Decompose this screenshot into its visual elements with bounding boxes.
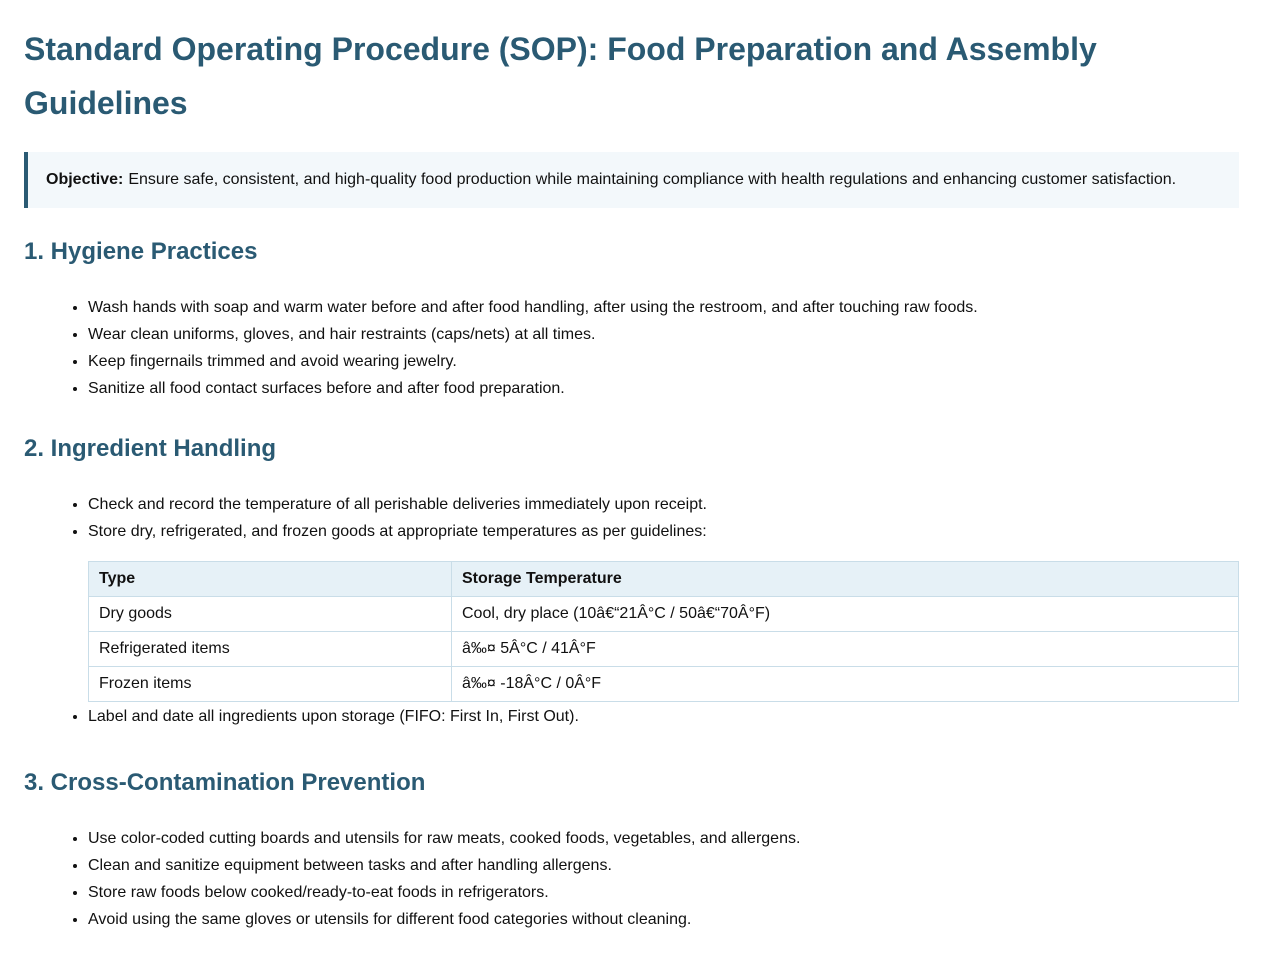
table-row xyxy=(89,632,1239,667)
page-title: Standard Operating Procedure (SOP): Food Preparation and Assembly Guidelines xyxy=(24,31,1097,121)
list-item: • Store raw foods below cooked/ready-to-eat foods in refrigerators. xyxy=(88,879,1239,906)
section-heading: 2. Ingredient Handling xyxy=(24,435,277,462)
cross-contamination-list xyxy=(24,825,1239,933)
list-item: • Check and record the temperature of all perishable deliveries immediately upon receipt. xyxy=(88,491,1239,518)
list-item: • Clean and sanitize equipment between tasks and after handling allergens. xyxy=(88,852,1239,879)
list-item: • Wear clean uniforms, gloves, and hair restraints (caps/nets) at all times. xyxy=(88,321,1239,348)
section-heading: 1. Hygiene Practices xyxy=(24,238,258,265)
objective-callout xyxy=(24,152,1239,208)
section-hygiene-practices xyxy=(24,234,1239,402)
table-row xyxy=(89,597,1239,632)
section-heading: 3. Cross-Contamination Prevention xyxy=(24,769,426,796)
list-item: • Label and date all ingredients upon storage (FIFO: First In, First Out). xyxy=(88,703,1239,730)
table-cell: Cool, dry place (10â€“21Â°C / 50â€“70Â°F) xyxy=(452,597,1239,632)
table-cell: â‰¤ 5Â°C / 41Â°F xyxy=(452,632,1239,667)
table-cell: Frozen items xyxy=(89,667,452,702)
list-item: • Store dry, refrigerated, and frozen goods at appropriate temperatures as per guidelines: xyxy=(88,518,1239,545)
list-item: • Avoid using the same gloves or utensils for different food categories without cleaning. xyxy=(88,906,1239,933)
column-header-storage-temperature: Storage Temperature xyxy=(452,562,1239,597)
list-item: • Wash hands with soap and warm water before and after food handling, after using the restroom, and after touching raw foods. xyxy=(88,294,1239,321)
objective-label: Objective: xyxy=(46,171,124,188)
list-item: • Use color-coded cutting boards and utensils for raw meats, cooked foods, vegetables, and allergens. xyxy=(88,825,1239,852)
column-header-type: Type xyxy=(89,562,452,597)
table-header-row xyxy=(89,562,1239,597)
ingredient-list-continued xyxy=(24,703,1239,730)
table-row xyxy=(89,667,1239,702)
list-item: • Sanitize all food contact surfaces before and after food preparation. xyxy=(88,375,1239,402)
hygiene-list xyxy=(24,294,1239,402)
section-cross-contamination-prevention xyxy=(24,765,1239,933)
table-cell: â‰¤ -18Â°C / 0Â°F xyxy=(452,667,1239,702)
objective-text: Ensure safe, consistent, and high-quality food production while maintaining compliance with health regulations and enhancing customer satisfaction. xyxy=(128,171,1177,188)
list-item: • Keep fingernails trimmed and avoid wearing jewelry. xyxy=(88,348,1239,375)
ingredient-list xyxy=(24,491,1239,545)
section-ingredient-handling xyxy=(24,431,1239,730)
table-cell: Dry goods xyxy=(89,597,452,632)
storage-temperature-table xyxy=(88,561,1239,702)
table-cell: Refrigerated items xyxy=(89,632,452,667)
